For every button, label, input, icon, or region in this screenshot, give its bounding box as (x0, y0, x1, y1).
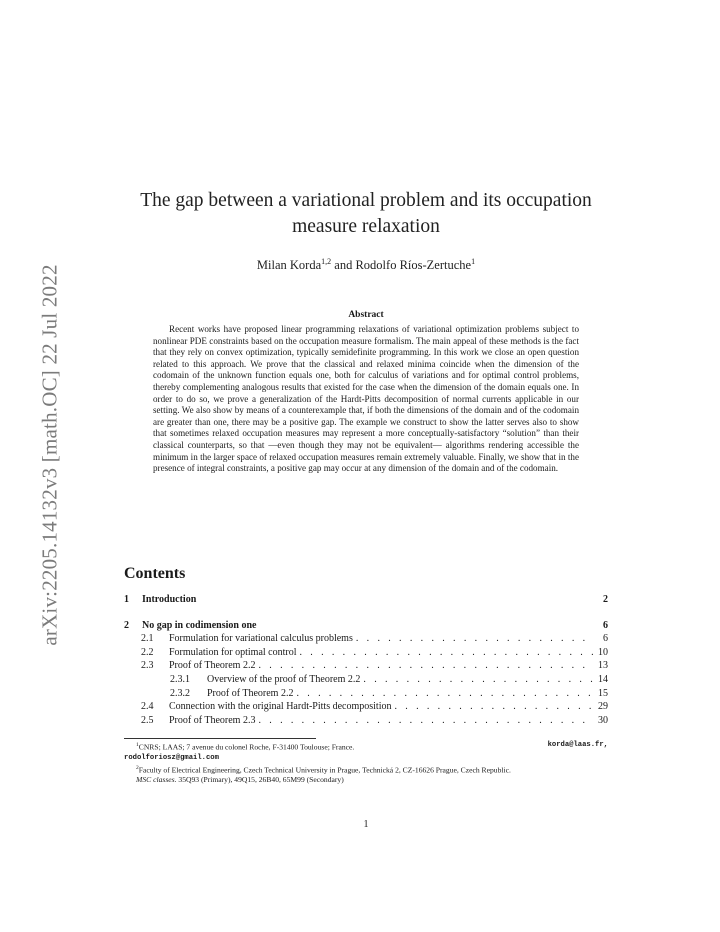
abstract-heading: Abstract (348, 310, 384, 320)
paper-title (120, 188, 612, 240)
toc-entry-number: 2.3.1 (170, 673, 190, 685)
toc-entry[interactable] (124, 620, 608, 634)
toc-entry-number: 2.5 (141, 714, 154, 726)
toc-leader (258, 715, 593, 726)
arxiv-identifier-stamp: arXiv:2205.14132v3 [math.OC] 22 Jul 2022 (37, 264, 62, 646)
toc-leader (394, 701, 593, 712)
toc-entry-title: Overview of the proof of Theorem 2.2 (207, 673, 361, 685)
toc-entry-page: 29 (598, 701, 608, 713)
author-1-name: Milan Korda (256, 258, 322, 273)
toc-entry-page: 30 (598, 714, 608, 726)
footnote-2-marker: 2 (136, 765, 139, 772)
toc-entry-page: 14 (598, 673, 608, 685)
toc-entry-page: 6 (603, 619, 608, 631)
toc-entry-title: Proof of Theorem 2.3 (169, 714, 256, 726)
toc-leader (356, 633, 593, 644)
toc-entry-title: Introduction (142, 594, 197, 605)
toc-entry[interactable] (124, 633, 608, 647)
footnote-1-text: CNRS; LAAS; 7 avenue du colonel Roche, F-31400 Toulouse; France. (138, 742, 355, 752)
contents-heading: Contents (124, 565, 186, 582)
toc-entry-title: No gap in codimension one (142, 619, 257, 631)
toc-entry-page: 2 (603, 594, 608, 605)
toc-leader (363, 674, 593, 685)
abstract-text: Recent works have proposed linear programming relaxations of variational optimization problems subject to nonlinear PDE constraints based on the occupation measure formalism. The main appeal of these methods is the fact that they rely on convex optimization, typically semidefinite programming. In this work we close an open question related to this approach. We prove that the classical and relaxed minima coincide when the dimension of the codomain of the unknown function equals one, both for calculus of variations and for optimal control problems, thereby complementing analogous results that existed for the case when the dimension of the domain equals one. In order to do so, we prove a generalization of the Hardt-Pitts decomposition of normal currents applicable in our setting. We also show by means of a counterexample that, if both the dimensions of the domain and of the codomain are greater than one, there may be a positive gap. The example we construct to show the latter serves also to show that sometimes relaxed occupation measures may represent a more conceptually-satisfactory “solution” than their classical counterparts, so that —even though they may not be equivalent— algorithms rendering accessible the minimum in the larger space of relaxed occupation measures remain extremely valuable. Finally, we show that in the presence of integral constraints, a positive gap may occur at any dimension of the domain and of the codomain. (153, 324, 579, 474)
toc-entry[interactable] (124, 660, 608, 674)
toc-entry-number: 1 (124, 594, 129, 605)
toc-entry-number: 2.3.2 (170, 687, 190, 699)
toc-entry[interactable] (124, 674, 608, 688)
footnote-2 (124, 764, 608, 775)
toc-entry-number: 2.1 (141, 633, 154, 645)
toc-entry[interactable] (124, 647, 608, 661)
toc-entry-title: Connection with the original Hardt-Pitts decomposition (169, 701, 392, 713)
msc-label: MSC classes. (136, 775, 177, 785)
footnotes (124, 741, 608, 785)
toc-entry-title: Proof of Theorem 2.2 (169, 660, 256, 672)
toc-entry-number: 2.2 (141, 646, 154, 658)
toc-entry-title: Proof of Theorem 2.2 (207, 687, 294, 699)
toc-leader (258, 660, 593, 671)
msc-classes (124, 775, 608, 785)
toc-entry[interactable] (124, 688, 608, 702)
toc-entry[interactable] (124, 594, 608, 608)
footnote-1-continued (124, 752, 608, 764)
page-number: 1 (363, 819, 369, 830)
footnote-rule (124, 738, 316, 739)
toc-entry-title: Formulation for optimal control (169, 646, 297, 658)
toc-entry-number: 2.3 (141, 660, 154, 672)
title-line-2: measure relaxation (292, 216, 440, 237)
email-link-riosz[interactable]: rodolforiosz@gmail.com (124, 754, 219, 763)
toc-entry[interactable] (124, 715, 608, 729)
author-2-name: Rodolfo Ríos-Zertuche (355, 258, 472, 273)
footnote-1 (124, 741, 608, 752)
footnote-1-marker: 1 (136, 742, 139, 748)
toc-entry[interactable] (124, 701, 608, 715)
toc-leader (296, 688, 593, 699)
table-of-contents (124, 594, 608, 728)
author-1-affiliation: 1,2 (321, 257, 332, 266)
author-2-affiliation: 1 (471, 257, 476, 266)
msc-text: 35Q93 (Primary), 49Q15, 26B40, 65M99 (Secondary) (176, 775, 344, 785)
toc-entry-page: 6 (603, 633, 608, 645)
email-link-korda[interactable]: korda@laas.fr, (547, 741, 608, 749)
toc-entry-title: Formulation for variational calculus problems (169, 633, 353, 645)
author-list (120, 257, 612, 273)
toc-entry-page: 13 (598, 660, 608, 672)
toc-entry-page: 10 (598, 646, 608, 658)
toc-entry-number: 2 (124, 619, 129, 631)
footnote-2-text: Faculty of Electrical Engineering, Czech Technical University in Prague, Technická 2, CZ-16626 Prague, Czech Republic. (138, 765, 511, 775)
toc-entry-number: 2.4 (141, 701, 154, 713)
title-line-1: The gap between a variational problem and its occupation (140, 190, 592, 211)
author-connector: and (331, 258, 356, 273)
toc-leader (299, 647, 593, 658)
toc-entry-page: 15 (598, 687, 608, 699)
